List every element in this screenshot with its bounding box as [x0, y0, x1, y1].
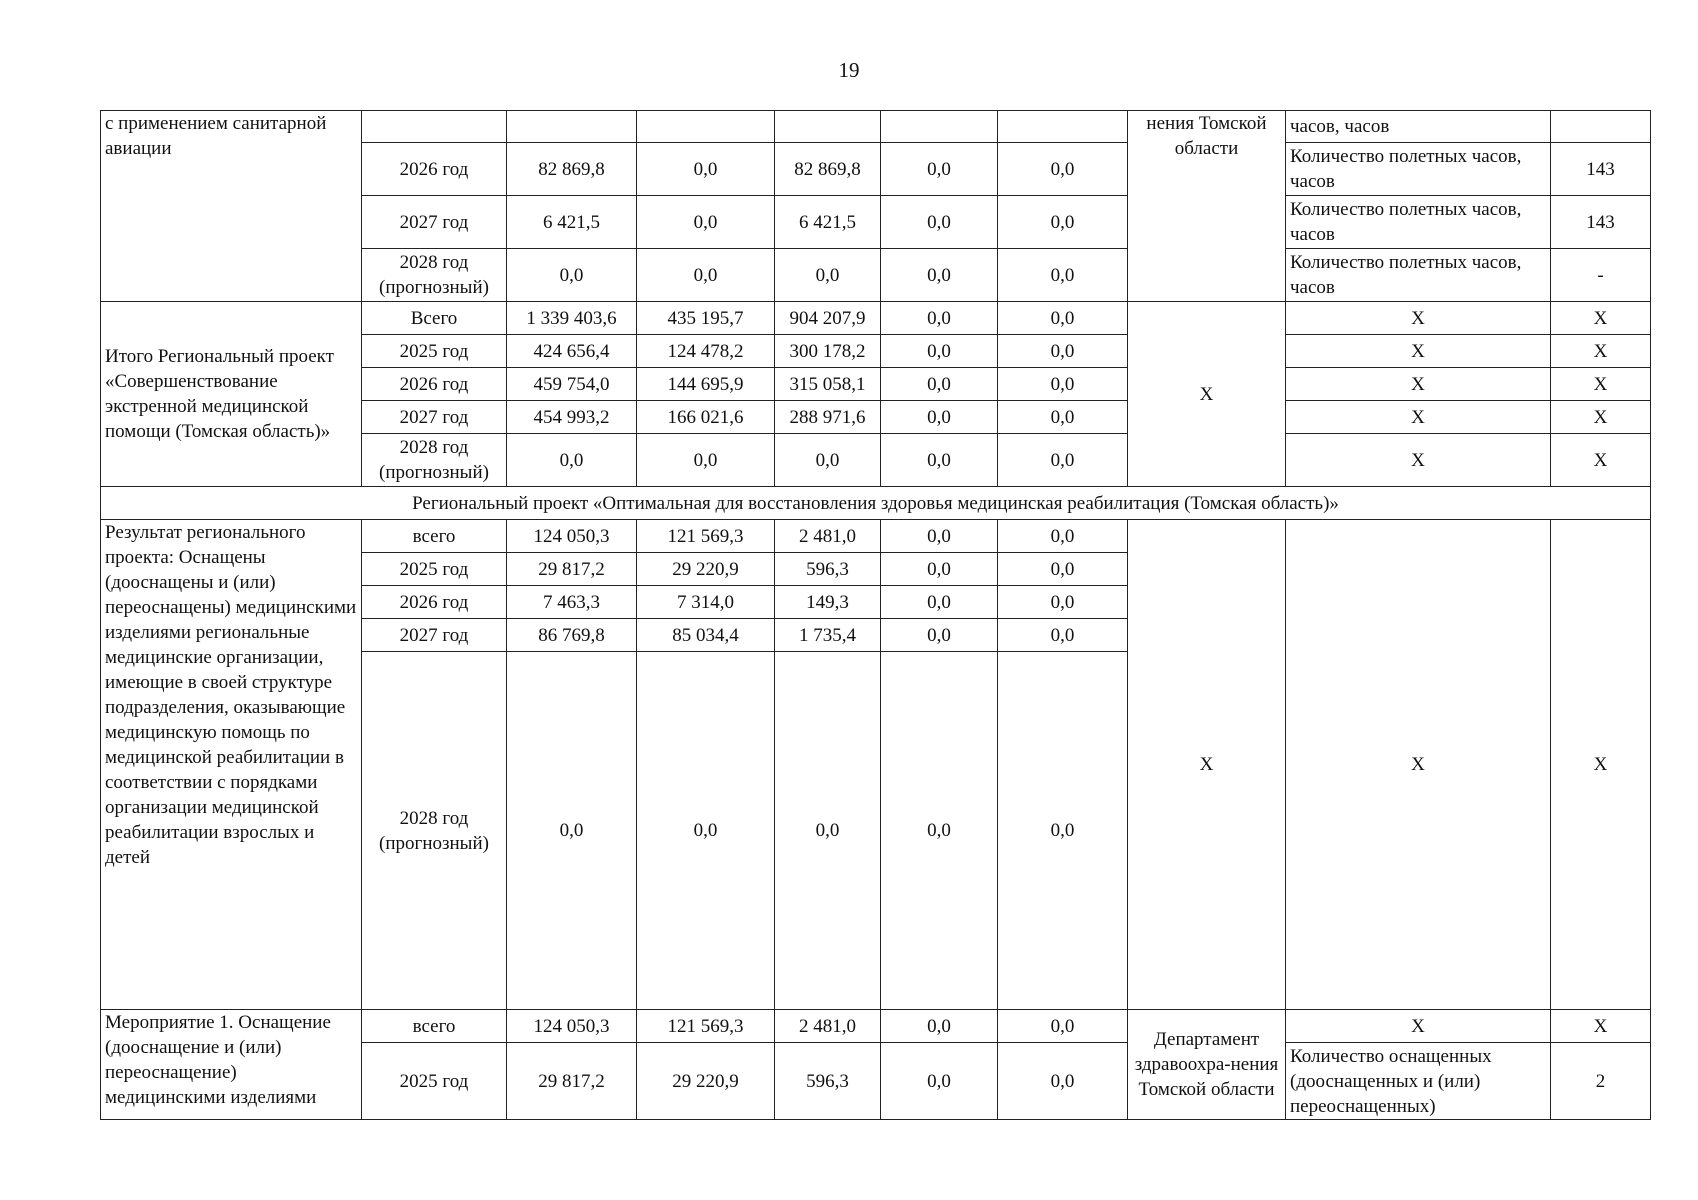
regional-cell: 288 971,6: [775, 401, 881, 434]
item-name-cell: Итого Региональный проект «Совершенствование экстренной медицинской помощи (Томская область)»: [101, 302, 362, 487]
table-row: [101, 487, 1651, 520]
indicator-cell: Количество полетных часов, часов: [1286, 196, 1551, 249]
year-cell: 2027 год: [362, 196, 507, 249]
other-cell: 0,0: [998, 434, 1128, 487]
value-cell: X: [1551, 520, 1651, 1010]
regional-cell: 596,3: [775, 553, 881, 586]
federal-cell: 124 478,2: [637, 335, 775, 368]
federal-cell: 121 569,3: [637, 1010, 775, 1043]
municipal-cell: 0,0: [881, 196, 998, 249]
other-cell: 0,0: [998, 586, 1128, 619]
indicator-cell: X: [1286, 434, 1551, 487]
year-cell: 2028 год (прогнозный): [362, 249, 507, 302]
indicator-cell: Количество полетных часов, часов: [1286, 249, 1551, 302]
other-cell: 0,0: [998, 143, 1128, 196]
indicator-cell: X: [1286, 302, 1551, 335]
total-cell: 1 339 403,6: [507, 302, 637, 335]
regional-cell: 300 178,2: [775, 335, 881, 368]
total-cell: 124 050,3: [507, 520, 637, 553]
other-cell: 0,0: [998, 401, 1128, 434]
regional-cell: 82 869,8: [775, 143, 881, 196]
other-cell: 0,0: [998, 335, 1128, 368]
table-row: [101, 1010, 1651, 1043]
section-banner: Региональный проект «Оптимальная для восстановления здоровья медицинская реабилитация (Томская область)»: [101, 487, 1651, 520]
value-cell: X: [1551, 1010, 1651, 1043]
federal-cell: 7 314,0: [637, 586, 775, 619]
other-cell: 0,0: [998, 553, 1128, 586]
year-cell: 2026 год: [362, 586, 507, 619]
municipal-cell: 0,0: [881, 302, 998, 335]
municipal-cell: 0,0: [881, 249, 998, 302]
municipal-cell: 0,0: [881, 368, 998, 401]
other-cell: 0,0: [998, 520, 1128, 553]
federal-cell: 0,0: [637, 652, 775, 1010]
year-cell: 2026 год: [362, 143, 507, 196]
item-name-cell: Результат регионального проекта: Оснащены (дооснащены и (или) переоснащены) медицинскими изделиями региональные медицинские организации, имеющие в своей структуре подразделения, оказывающие медицинскую помощь по медицинской реабилитации в соответствии с порядками организации медицинской реабилитации взрослых и детей: [101, 520, 362, 1010]
total-cell: [507, 111, 637, 143]
table-row: [101, 111, 1651, 143]
item-name-cell: с применением санитарной авиации: [101, 111, 362, 302]
municipal-cell: 0,0: [881, 143, 998, 196]
indicator-cell: X: [1286, 401, 1551, 434]
municipal-cell: 0,0: [881, 619, 998, 652]
municipal-cell: 0,0: [881, 335, 998, 368]
value-cell: X: [1551, 434, 1651, 487]
page-number: 19: [838, 58, 860, 82]
municipal-cell: 0,0: [881, 652, 998, 1010]
value-cell: [1551, 111, 1651, 143]
indicator-cell: X: [1286, 335, 1551, 368]
value-cell: 143: [1551, 143, 1651, 196]
value-cell: 2: [1551, 1043, 1651, 1120]
total-cell: 0,0: [507, 434, 637, 487]
total-cell: 124 050,3: [507, 1010, 637, 1043]
regional-cell: 0,0: [775, 434, 881, 487]
year-cell: 2028 год (прогнозный): [362, 652, 507, 1010]
federal-cell: 0,0: [637, 196, 775, 249]
other-cell: 0,0: [998, 249, 1128, 302]
municipal-cell: 0,0: [881, 1043, 998, 1120]
indicator-cell: X: [1286, 368, 1551, 401]
municipal-cell: 0,0: [881, 1010, 998, 1043]
regional-cell: 6 421,5: [775, 196, 881, 249]
value-cell: X: [1551, 368, 1651, 401]
total-cell: 29 817,2: [507, 1043, 637, 1120]
regional-cell: 315 058,1: [775, 368, 881, 401]
federal-cell: 0,0: [637, 434, 775, 487]
municipal-cell: 0,0: [881, 401, 998, 434]
indicator-cell: Количество полетных часов, часов: [1286, 143, 1551, 196]
other-cell: 0,0: [998, 1010, 1128, 1043]
total-cell: 0,0: [507, 249, 637, 302]
year-cell: [362, 111, 507, 143]
indicator-cell: часов, часов: [1286, 111, 1551, 143]
federal-cell: 29 220,9: [637, 553, 775, 586]
total-cell: 6 421,5: [507, 196, 637, 249]
total-cell: 29 817,2: [507, 553, 637, 586]
regional-cell: [775, 111, 881, 143]
federal-cell: 85 034,4: [637, 619, 775, 652]
municipal-cell: 0,0: [881, 434, 998, 487]
other-cell: 0,0: [998, 302, 1128, 335]
item-name-cell: Мероприятие 1. Оснащение (дооснащение и (или) переоснащение) медицинскими изделиями: [101, 1010, 362, 1120]
total-cell: 454 993,2: [507, 401, 637, 434]
year-cell: 2027 год: [362, 401, 507, 434]
regional-cell: 0,0: [775, 652, 881, 1010]
executor-cell: X: [1128, 520, 1286, 1010]
total-cell: 424 656,4: [507, 335, 637, 368]
regional-cell: 596,3: [775, 1043, 881, 1120]
value-cell: -: [1551, 249, 1651, 302]
value-cell: 143: [1551, 196, 1651, 249]
total-cell: 82 869,8: [507, 143, 637, 196]
value-cell: X: [1551, 401, 1651, 434]
regional-cell: 2 481,0: [775, 520, 881, 553]
year-cell: 2028 год (прогнозный): [362, 434, 507, 487]
total-cell: 86 769,8: [507, 619, 637, 652]
municipal-cell: 0,0: [881, 553, 998, 586]
year-cell: 2025 год: [362, 335, 507, 368]
total-cell: 0,0: [507, 652, 637, 1010]
executor-cell: нения Томской области: [1128, 111, 1286, 302]
regional-cell: 0,0: [775, 249, 881, 302]
other-cell: 0,0: [998, 196, 1128, 249]
year-cell: 2025 год: [362, 1043, 507, 1120]
other-cell: 0,0: [998, 1043, 1128, 1120]
regional-cell: 904 207,9: [775, 302, 881, 335]
table-row: [101, 520, 1651, 553]
federal-cell: 29 220,9: [637, 1043, 775, 1120]
value-cell: X: [1551, 302, 1651, 335]
financing-table: [100, 110, 1651, 1120]
total-cell: 459 754,0: [507, 368, 637, 401]
value-cell: X: [1551, 335, 1651, 368]
year-cell: всего: [362, 520, 507, 553]
federal-cell: [637, 111, 775, 143]
regional-cell: 1 735,4: [775, 619, 881, 652]
federal-cell: 435 195,7: [637, 302, 775, 335]
year-cell: 2026 год: [362, 368, 507, 401]
year-cell: Всего: [362, 302, 507, 335]
federal-cell: 121 569,3: [637, 520, 775, 553]
year-cell: 2027 год: [362, 619, 507, 652]
executor-cell: Департамент здравоохра-нения Томской области: [1128, 1010, 1286, 1120]
other-cell: 0,0: [998, 652, 1128, 1010]
regional-cell: 149,3: [775, 586, 881, 619]
federal-cell: 166 021,6: [637, 401, 775, 434]
municipal-cell: 0,0: [881, 586, 998, 619]
indicator-cell: Количество оснащенных (дооснащенных и (или) переоснащенных): [1286, 1043, 1551, 1120]
other-cell: 0,0: [998, 368, 1128, 401]
other-cell: [998, 111, 1128, 143]
other-cell: 0,0: [998, 619, 1128, 652]
regional-cell: 2 481,0: [775, 1010, 881, 1043]
federal-cell: 0,0: [637, 249, 775, 302]
year-cell: 2025 год: [362, 553, 507, 586]
municipal-cell: [881, 111, 998, 143]
municipal-cell: 0,0: [881, 520, 998, 553]
indicator-cell: X: [1286, 1010, 1551, 1043]
federal-cell: 144 695,9: [637, 368, 775, 401]
year-cell: всего: [362, 1010, 507, 1043]
table-row: [101, 302, 1651, 335]
federal-cell: 0,0: [637, 143, 775, 196]
indicator-cell: X: [1286, 520, 1551, 1010]
executor-cell: X: [1128, 302, 1286, 487]
total-cell: 7 463,3: [507, 586, 637, 619]
